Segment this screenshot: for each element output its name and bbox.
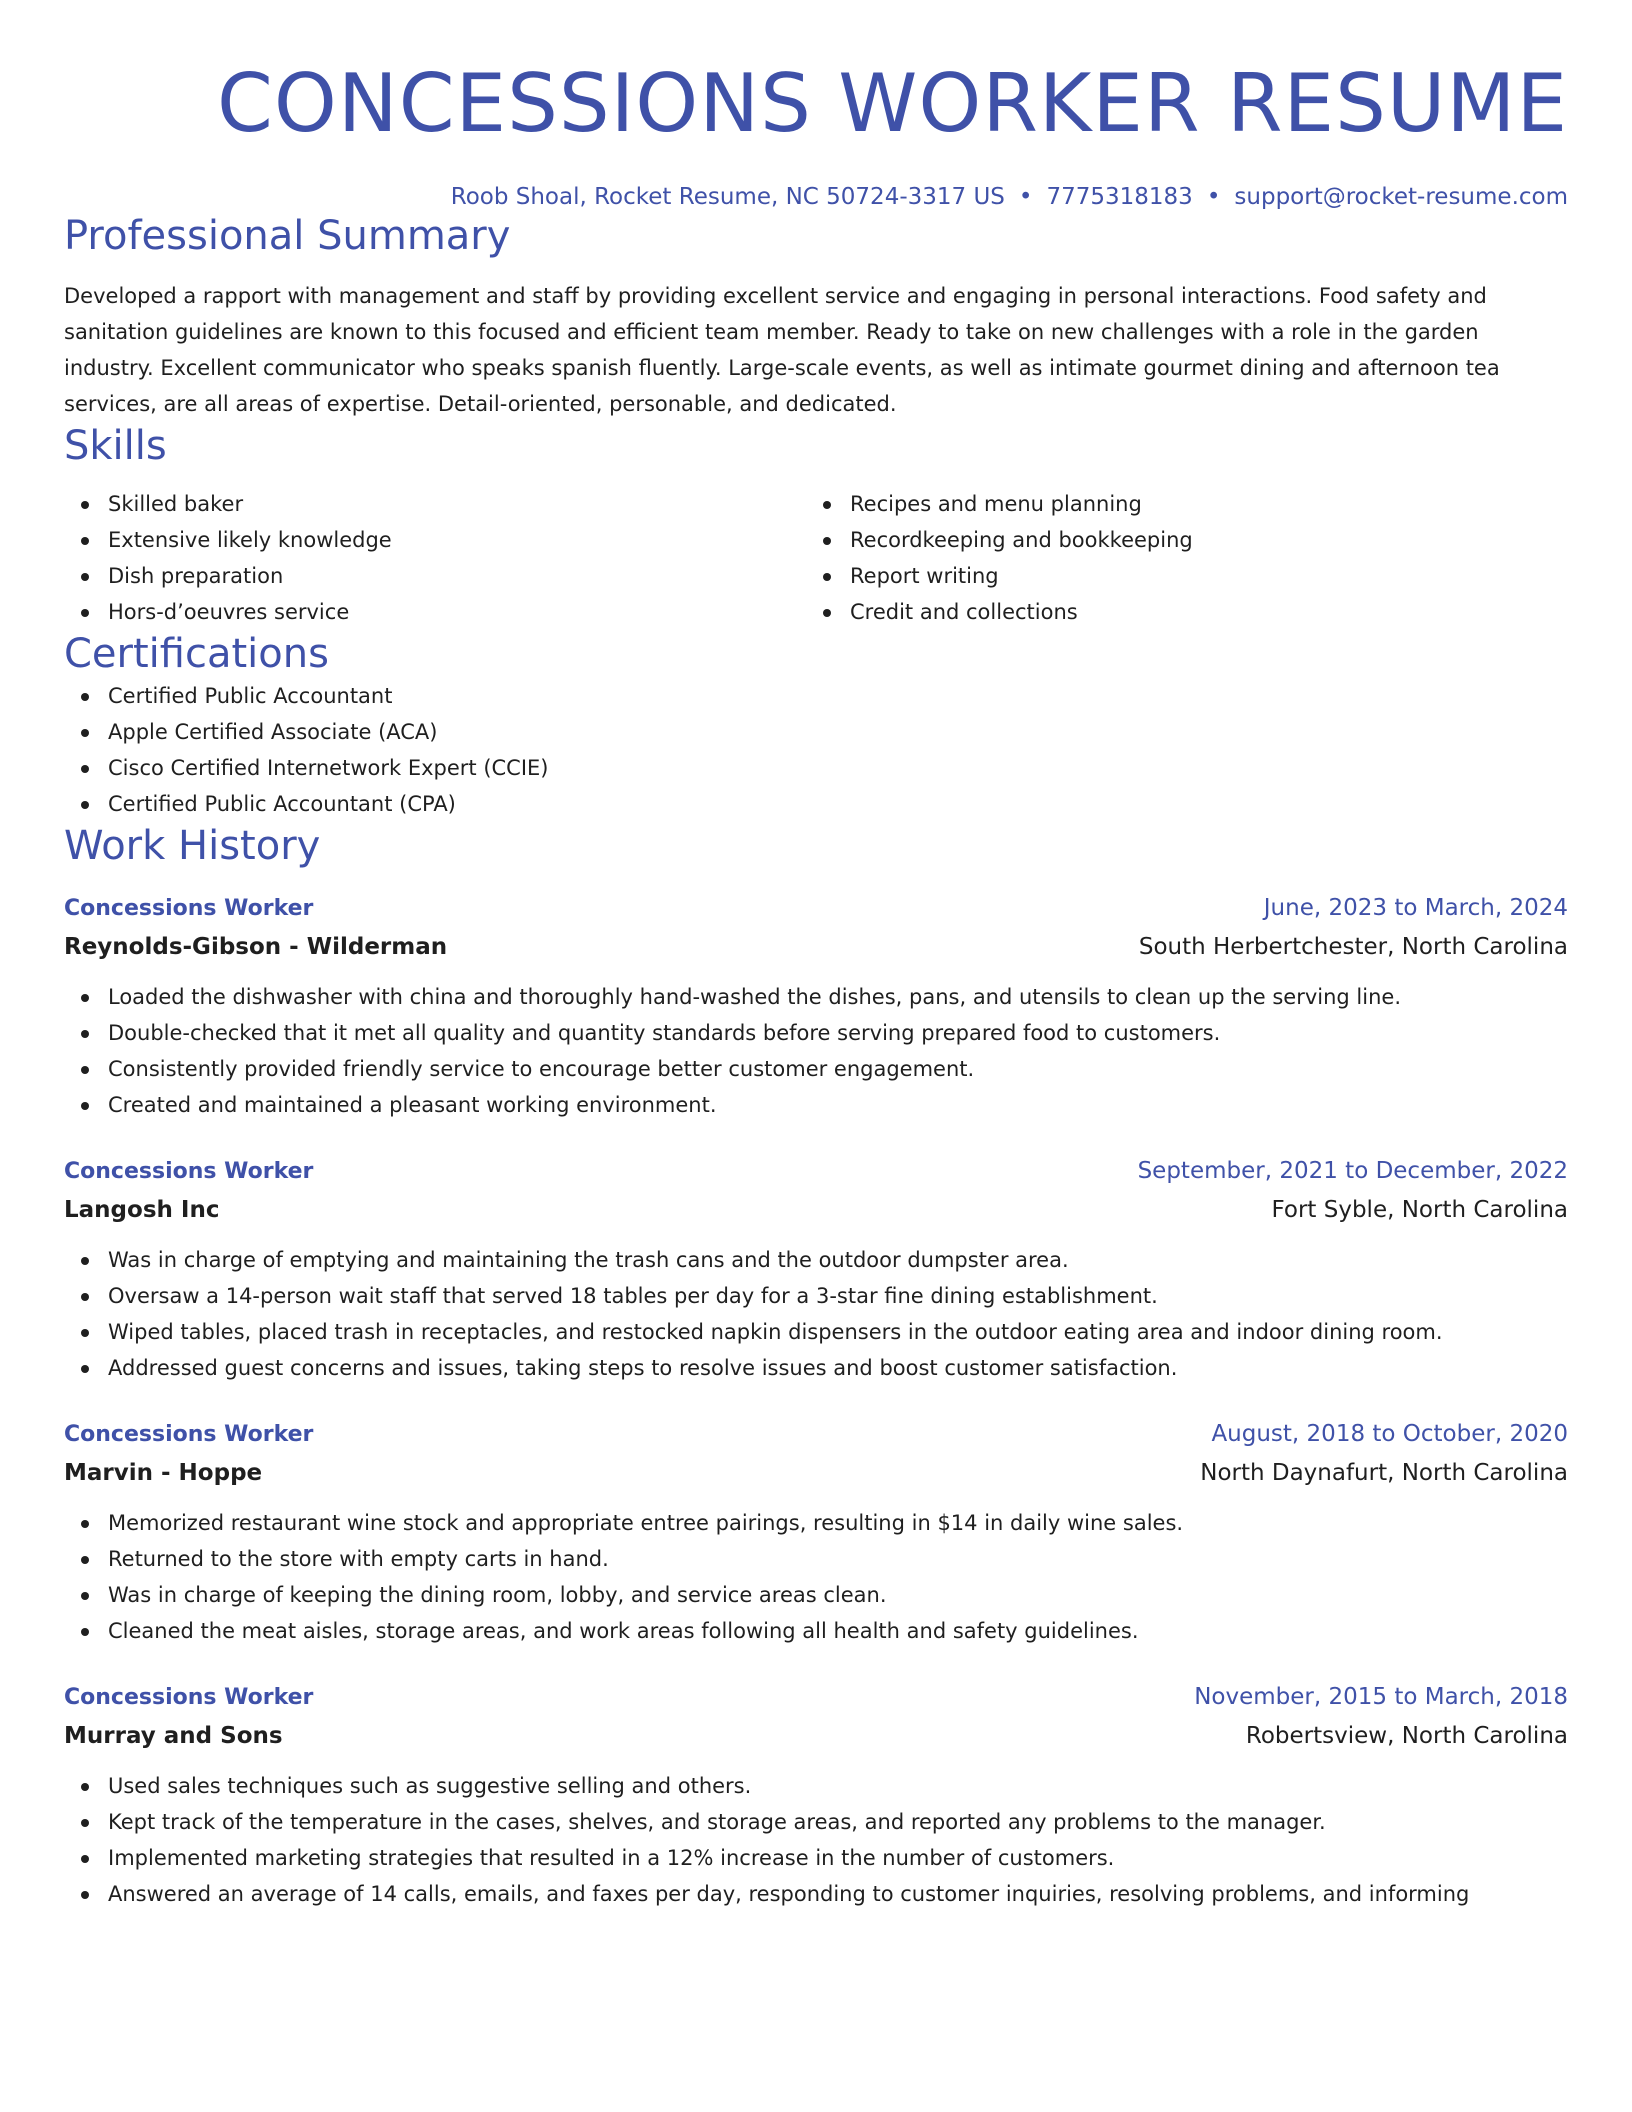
contact-email: support@rocket-resume.com bbox=[1234, 184, 1568, 210]
job-dates: September, 2021 to December, 2022 bbox=[1137, 1158, 1568, 1184]
job-company-row bbox=[64, 1190, 1568, 1230]
job-duty-item: Used sales techniques such as suggestive selling and others. bbox=[64, 1768, 1568, 1804]
skill-item: Credit and collections bbox=[806, 594, 1548, 630]
job-duties-list bbox=[64, 1505, 1568, 1649]
contact-address: Roob Shoal, Rocket Resume, NC 50724-3317 US bbox=[450, 184, 1005, 210]
skill-item: Report writing bbox=[806, 558, 1548, 594]
job-duty-item: Consistently provided friendly service to encourage better customer engagement. bbox=[64, 1051, 1568, 1087]
section-heading-work-history: Work History bbox=[64, 823, 321, 869]
job-header-row bbox=[64, 1679, 1568, 1716]
certification-item: Apple Certified Associate (ACA) bbox=[64, 714, 1568, 750]
job-company-row bbox=[64, 927, 1568, 967]
job-company-row bbox=[64, 1453, 1568, 1493]
certifications-list bbox=[64, 678, 1568, 822]
job-duty-item: Implemented marketing strategies that resulted in a 12% increase in the number of customers. bbox=[64, 1840, 1568, 1876]
job-duties-list bbox=[64, 1768, 1568, 1912]
job-header-row bbox=[64, 1153, 1568, 1190]
job-entry bbox=[64, 1153, 1568, 1386]
job-dates: August, 2018 to October, 2020 bbox=[1211, 1421, 1568, 1447]
section-heading-certifications: Certifications bbox=[64, 631, 329, 677]
job-company: Langosh Inc bbox=[64, 1197, 220, 1223]
job-location: Robertsview, North Carolina bbox=[1245, 1723, 1568, 1749]
contact-line bbox=[64, 182, 1568, 212]
skill-item: Dish preparation bbox=[64, 558, 806, 594]
skill-item: Recordkeeping and bookkeeping bbox=[806, 522, 1548, 558]
job-company-row bbox=[64, 1716, 1568, 1756]
job-title: Concessions Worker bbox=[64, 1159, 314, 1184]
job-entry bbox=[64, 1679, 1568, 1912]
skill-item: Skilled baker bbox=[64, 486, 806, 522]
job-duty-item: Memorized restaurant wine stock and appropriate entree pairings, resulting in $14 in daily wine sales. bbox=[64, 1505, 1568, 1541]
job-header-row bbox=[64, 890, 1568, 927]
job-entry bbox=[64, 1416, 1568, 1649]
skill-item: Hors-d’oeuvres service bbox=[64, 594, 806, 630]
job-duty-item: Answered an average of 14 calls, emails, and faxes per day, responding to customer inquiries, resolving problems, and informing bbox=[64, 1876, 1568, 1912]
resume-title: CONCESSIONS WORKER RESUME bbox=[217, 57, 1568, 150]
section-heading-skills: Skills bbox=[64, 423, 167, 469]
skill-item: Recipes and menu planning bbox=[806, 486, 1548, 522]
job-duties-list bbox=[64, 979, 1568, 1123]
job-duty-item: Was in charge of keeping the dining room, lobby, and service areas clean. bbox=[64, 1577, 1568, 1613]
job-title: Concessions Worker bbox=[64, 1422, 314, 1447]
skills-column-left bbox=[64, 486, 806, 630]
skills-list-right bbox=[806, 486, 1548, 630]
job-title: Concessions Worker bbox=[64, 1685, 314, 1710]
job-duty-item: Cleaned the meat aisles, storage areas, and work areas following all health and safety guidelines. bbox=[64, 1613, 1568, 1649]
job-location: South Herbertchester, North Carolina bbox=[1138, 934, 1568, 960]
section-heading-summary: Professional Summary bbox=[64, 213, 511, 259]
job-title: Concessions Worker bbox=[64, 896, 314, 921]
job-duty-item: Wiped tables, placed trash in receptacles, and restocked napkin dispensers in the outdoor eating area and indoor dining room. bbox=[64, 1314, 1568, 1350]
job-duty-item: Addressed guest concerns and issues, taking steps to resolve issues and boost customer satisfaction. bbox=[64, 1350, 1568, 1386]
job-location: North Daynafurt, North Carolina bbox=[1200, 1460, 1568, 1486]
job-duties-list bbox=[64, 1242, 1568, 1386]
job-company: Marvin - Hoppe bbox=[64, 1460, 263, 1486]
job-entry bbox=[64, 890, 1568, 1123]
job-duty-item: Created and maintained a pleasant working environment. bbox=[64, 1087, 1568, 1123]
job-duty-item: Kept track of the temperature in the cases, shelves, and storage areas, and reported any problems to the manager. bbox=[64, 1804, 1568, 1840]
job-duty-item: Was in charge of emptying and maintaining the trash cans and the outdoor dumpster area. bbox=[64, 1242, 1568, 1278]
skills-list-left bbox=[64, 486, 806, 630]
summary-text: Developed a rapport with management and staff by providing excellent service and engaging in personal interactions. Food safety and sanitation guidelines are known to this focused and efficient team member. Ready to take on new challenges with a role in the garden industry. Excellent communicator who speaks spanish fluently. Large-scale events, as well as intimate gourmet dining and afternoon tea services, are all areas of expertise. Detail-oriented, personable, and dedicated. bbox=[64, 284, 1500, 416]
job-dates: November, 2015 to March, 2018 bbox=[1194, 1684, 1568, 1710]
contact-separator: • bbox=[1206, 184, 1221, 210]
skill-item: Extensive likely knowledge bbox=[64, 522, 806, 558]
certification-item: Cisco Certified Internetwork Expert (CCIE) bbox=[64, 750, 1568, 786]
job-company: Reynolds-Gibson - Wilderman bbox=[64, 934, 448, 960]
job-duty-item: Double-checked that it met all quality and quantity standards before serving prepared food to customers. bbox=[64, 1015, 1568, 1051]
certification-item: Certified Public Accountant (CPA) bbox=[64, 786, 1568, 822]
resume-page bbox=[64, 0, 1568, 1912]
contact-phone: 7775318183 bbox=[1046, 184, 1193, 210]
certification-item: Certified Public Accountant bbox=[64, 678, 1568, 714]
job-duty-item: Oversaw a 14-person wait staff that served 18 tables per day for a 3-star fine dining establishment. bbox=[64, 1278, 1568, 1314]
contact-separator: • bbox=[1018, 184, 1033, 210]
job-header-row bbox=[64, 1416, 1568, 1453]
job-duty-item: Loaded the dishwasher with china and thoroughly hand-washed the dishes, pans, and utensils to clean up the serving line. bbox=[64, 979, 1568, 1015]
job-dates: June, 2023 to March, 2024 bbox=[1263, 895, 1568, 921]
skills-grid bbox=[64, 486, 1568, 630]
skills-column-right bbox=[806, 486, 1548, 630]
job-location: Fort Syble, North Carolina bbox=[1271, 1197, 1568, 1223]
job-duty-item: Returned to the store with empty carts in hand. bbox=[64, 1541, 1568, 1577]
job-company: Murray and Sons bbox=[64, 1723, 283, 1749]
